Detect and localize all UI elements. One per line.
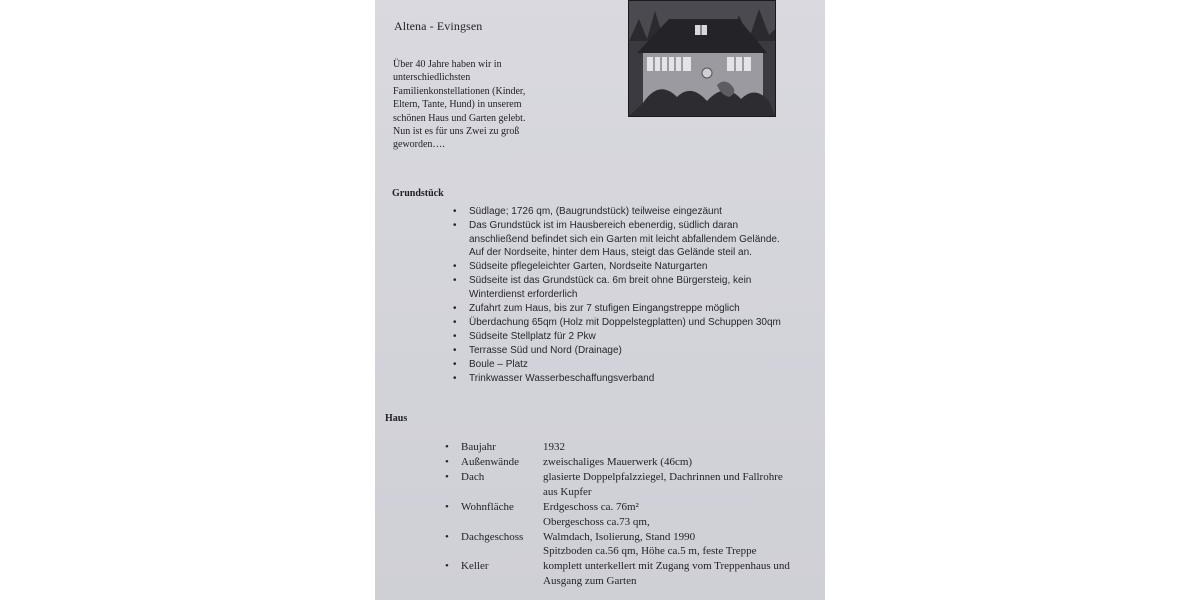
document-page [375,0,825,600]
haus-value-line: komplett unterkellert mit Zugang vom Treppenhaus und [543,560,790,573]
haus-value-line: Spitzboden ca.56 qm, Höhe ca.5 m, feste Treppe [543,545,757,558]
haus-details-list [443,440,813,589]
list-item: • Südseite ist das Grundstück ca. 6m breit ohne Bürgersteig, kein Winterdienst erforderlich [453,274,793,301]
haus-row-wohnflaeche [443,500,813,530]
haus-label: Keller [461,560,489,573]
haus-row-keller [443,559,813,589]
haus-value [543,559,813,589]
list-item: • Südseite pflegeleichter Garten, Nordseite Naturgarten [453,260,793,274]
list-item: • Trinkwasser Wasserbeschaffungsverband [453,372,793,386]
list-item: • Südlage; 1726 qm, (Baugrundstück) teilweise eingezäunt [453,205,793,219]
bullet-dot: • [445,500,449,513]
haus-value [543,530,813,560]
haus-row-aussenwaende [443,455,813,470]
haus-value-line: zweischaliges Mauerwerk (46cm) [543,455,693,468]
grundstueck-list [453,205,793,386]
section-heading-grundstueck: Grundstück [392,188,444,199]
haus-label: Außenwände [461,455,520,468]
bullet-dot: • [445,455,449,468]
bullet-dot: • [445,560,449,573]
bullet-dot: • [445,530,449,543]
list-item: • Boule – Platz [453,358,793,372]
section-heading-haus: Haus [385,413,408,424]
haus-value-line: Ausgang zum Garten [543,575,637,588]
haus-row-dach [443,470,813,500]
house-photo [628,0,776,117]
list-item: • Das Grundstück ist im Hausbereich ebenerdig, südlich daran anschließend befindet sich ein Garten mit leicht abfallendem Gelände. Auf der Nordseite, hinter dem Haus, steigt das Gelände steil an. [453,219,793,260]
haus-value [543,470,813,500]
haus-value-line: 1932 [543,441,565,453]
list-item: • Zufahrt zum Haus, bis zur 7 stufigen Eingangstreppe möglich [453,302,793,316]
list-item: • Terrasse Süd und Nord (Drainage) [453,344,793,358]
haus-value [543,440,813,455]
document-title: Altena - Evingsen [394,19,483,33]
bullet-dot: • [445,470,449,483]
haus-label: Dach [461,470,485,483]
haus-value-line: Obergeschoss ca.73 qm, [543,515,650,528]
haus-label: Baujahr [461,441,496,453]
haus-row-dachgeschoss [443,530,813,560]
haus-value-line: Walmdach, Isolierung, Stand 1990 [543,530,696,543]
haus-label: Dachgeschoss [461,530,524,543]
haus-row-baujahr [443,440,813,455]
list-item: • Südseite Stellplatz für 2 Pkw [453,330,793,344]
intro-text: Über 40 Jahre haben wir in unterschiedlichsten Familienkonstellationen (Kinder, Eltern, Tante, Hund) in unserem schönen Haus und Garten gelebt. Nun ist es für uns Zwei zu groß geworden…. [393,59,526,151]
list-item: • Überdachung 65qm (Holz mit Doppelstegplatten) und Schuppen 30qm [453,316,793,330]
haus-label: Wohnfläche [461,500,514,513]
haus-value-line: Erdgeschoss ca. 76m² [543,500,639,513]
house-photo-image [629,1,775,116]
haus-value [543,455,813,470]
haus-value-line: aus Kupfer [543,485,592,498]
bullet-dot: • [445,441,449,453]
haus-value [543,500,813,530]
haus-value-line: glasierte Doppelpfalzziegel, Dachrinnen und Fallrohre [543,470,783,483]
